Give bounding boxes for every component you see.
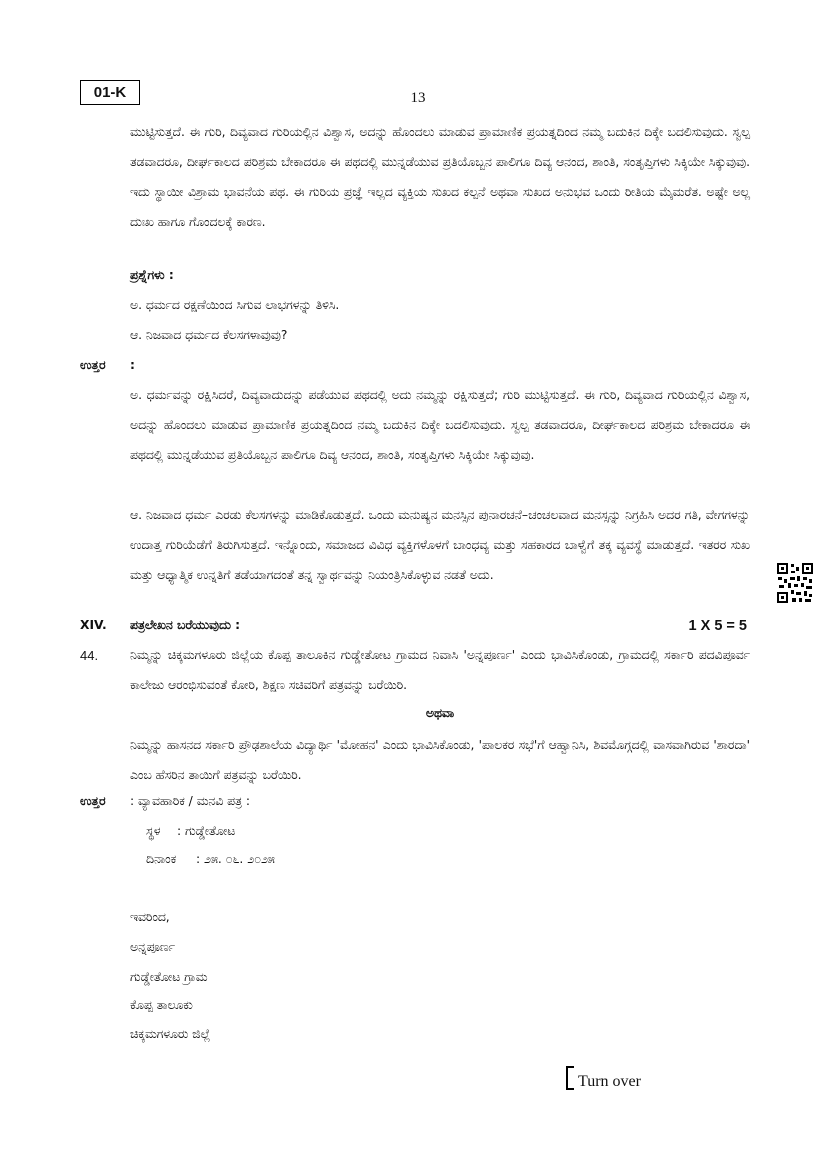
turn-over-note — [566, 1066, 641, 1091]
answer-a: ಅ. ಧರ್ಮವನ್ನು ರಕ್ಷಿಸಿದರೆ, ದಿವ್ಯವಾದುದನ್ನು ಪಡೆಯುವ ಪಥದಲ್ಲಿ ಅದು ನಮ್ಮನ್ನು ರಕ್ಷಿಸುತ್ತದೆ; ಗುರಿ ಮುಟ್ಟಿಸುತ್ತದೆ. ಈ ಗುರಿ, ದಿವ್ಯವಾದ ಗುರಿಯಲ್ಲಿನ ವಿಶ್ವಾಸ, ಅದನ್ನು ಹೊಂದಲು ಮಾಡುವ ಪ್ರಾಮಾಣಿಕ ಪ್ರಯತ್ನದಿಂದ ನಮ್ಮ ಬದುಕಿನ ದಿಕ್ಕೇ ಬದಲಿಸುವುದು. ಸ್ವಲ್ಪ ತಡವಾದರೂ, ದೀರ್ಘಕಾಲದ ಪರಿಶ್ರಮ ಬೇಕಾದರೂ ಈ ಪಥದಲ್ಲಿ ಮುನ್ನಡೆಯುವ ಪ್ರತಿಯೊಬ್ಬನ ಪಾಲಿಗೂ ದಿವ್ಯ ಆನಂದ, ಶಾಂತಿ, ಸಂತೃಪ್ತಿಗಳು ಸಿಕ್ಕಿಯೇ ಸಿಕ್ಕುವುವು. — [130, 388, 750, 462]
answer-b: ಆ. ನಿಜವಾದ ಧರ್ಮ ಎರಡು ಕೆಲಸಗಳನ್ನು ಮಾಡಿಕೊಡುತ್ತದೆ. ಒಂದು ಮನುಷ್ಯನ ಮನಸ್ಸಿನ ಪುನಾರಚನೆ–ಚಂಚಲವಾದ ಮನಸ್ಸನ್ನು ನಿಗ್ರಹಿಸಿ ಅದರ ಗತಿ, ವೇಗಗಳನ್ನು ಉದಾತ್ತ ಗುರಿಯೆಡೆಗೆ ತಿರುಗಿಸುತ್ತದೆ. ಇನ್ನೊಂದು, ಸಮಾಜದ ವಿವಿಧ ವ್ಯಕ್ತಿಗಳೊಳಗೆ ಬಾಂಧವ್ಯ ಮತ್ತು ಸಹಕಾರದ ಬಾಳ್ವೆಗೆ ತಕ್ಕ ವ್ಯವಸ್ಥೆ ಮಾಡುತ್ತದೆ. ಇತರರ ಸುಖ ಮತ್ತು ಆಧ್ಯಾತ್ಮಿಕ ಉನ್ನತಿಗೆ ತಡೆಯಾಗದಂತೆ ತನ್ನ ಸ್ವಾರ್ಥವನ್ನು ನಿಯಂತ್ರಿಸಿಕೊಳ್ಳುವ ನಡತೆ ಅದು. — [130, 508, 750, 582]
date-value: : ೨೫. ೦೬. ೨೦೨೫ — [196, 852, 275, 866]
sender-line: ಗುಡ್ಡೇತೋಟ ಗ್ರಾಮ — [130, 970, 208, 984]
sender-line: ಕೊಪ್ಪ ತಾಲೂಕು — [130, 998, 193, 1012]
paper-code-box: 01-K — [80, 80, 140, 105]
question-number: 44. — [80, 648, 99, 663]
section-title: ಪತ್ರಲೇಖನ ಬರೆಯುವುದು : — [130, 618, 241, 632]
questions-heading: ಪ್ರಶ್ನೆಗಳು : — [130, 268, 174, 282]
answer-2-label: ಉತ್ತರ — [80, 794, 106, 808]
section-number: XIV. — [80, 618, 107, 632]
answer-colon: : — [130, 358, 135, 372]
sender-line: ಇವರಿಂದ, — [130, 910, 170, 924]
question-a: ಅ. ಧರ್ಮದ ರಕ್ಷಣೆಯಿಂದ ಸಿಗುವ ಲಾಭಗಳನ್ನು ತಿಳಿಸಿ. — [130, 298, 340, 312]
sender-line: ಚಿಕ್ಕಮಗಳೂರು ಜಿಲ್ಲೆ — [130, 1027, 211, 1041]
letter-type: : ವ್ಯಾವಹಾರಿಕ / ಮನವಿ ಪತ್ರ : — [130, 794, 251, 808]
page-number: 13 — [410, 90, 426, 106]
date-label: ದಿನಾಂಕ — [146, 852, 177, 866]
bracket-mark — [566, 1066, 574, 1090]
or-separator: ಅಥವಾ — [425, 706, 455, 720]
turn-over-text: Turn over — [578, 1073, 641, 1090]
section-marks: 1 X 5 = 5 — [688, 618, 747, 634]
passage-continuation: ಮುಟ್ಟಿಸುತ್ತದೆ. ಈ ಗುರಿ, ದಿವ್ಯವಾದ ಗುರಿಯಲ್ಲಿನ ವಿಶ್ವಾಸ, ಅದನ್ನು ಹೊಂದಲು ಮಾಡುವ ಪ್ರಾಮಾಣಿಕ ಪ್ರಯತ್ನದಿಂದ ನಮ್ಮ ಬದುಕಿನ ದಿಕ್ಕೇ ಬದಲಿಸುವುದು. ಸ್ವಲ್ಪ ತಡವಾದರೂ, ದೀರ್ಘಕಾಲದ ಪರಿಶ್ರಮ ಬೇಕಾದರೂ ಈ ಪಥದಲ್ಲಿ ಮುನ್ನಡೆಯುವ ಪ್ರತಿಯೊಬ್ಬನ ಪಾಲಿಗೂ ದಿವ್ಯ ಆನಂದ, ಶಾಂತಿ, ಸಂತೃಪ್ತಿಗಳು ಸಿಕ್ಕಿಯೇ ಸಿಕ್ಕುವುವು. ಇದು ಸ್ಥಾಯೀ ವಿಶ್ರಾಮ ಭಾವನೆಯ ಪಥ. ಈ ಗುರಿಯ ಪ್ರಜ್ಞೆ ಇಲ್ಲದ ವ್ಯಕ್ತಿಯ ಸುಖದ ಕಲ್ಪನೆ ಅಥವಾ ಸುಖದ ಅನುಭವ ಒಂದು ರೀತಿಯ ಮೈಮರೆತ. ಅಷ್ಟೇ ಅಲ್ಲ ದುಃಖ ಹಾಗೂ ಗೊಂದಲಕ್ಕೆ ಕಾರಣ. — [130, 125, 750, 229]
qr-code-icon — [776, 562, 814, 604]
sender-line: ಅನ್ನಪೂರ್ಣ — [130, 940, 175, 954]
answer-label: ಉತ್ತರ — [80, 358, 106, 372]
question-44-option-2: ನಿಮ್ಮನ್ನು ಹಾಸನದ ಸರ್ಕಾರಿ ಪ್ರೌಢಶಾಲೆಯ ವಿದ್ಯಾರ್ಥಿ 'ಮೋಹನ' ಎಂದು ಭಾವಿಸಿಕೊಂಡು, 'ಪಾಲಕರ ಸಭೆ'ಗೆ ಆಹ್ವಾನಿಸಿ, ಶಿವಮೊಗ್ಗದಲ್ಲಿ ವಾಸವಾಗಿರುವ 'ಶಾರದಾ' ಎಂಬ ಹೆಸರಿನ ತಾಯಿಗೆ ಪತ್ರವನ್ನು ಬರೆಯಿರಿ. — [130, 738, 750, 782]
question-44-option-1: ನಿಮ್ಮನ್ನು ಚಿಕ್ಕಮಗಳೂರು ಜಿಲ್ಲೆಯ ಕೊಪ್ಪ ತಾಲೂಕಿನ ಗುಡ್ಡೇತೋಟ ಗ್ರಾಮದ ನಿವಾಸಿ 'ಅನ್ನಪೂರ್ಣ' ಎಂದು ಭಾವಿಸಿಕೊಂಡು, ಗ್ರಾಮದಲ್ಲಿ ಸರ್ಕಾರಿ ಪದವಿಪೂರ್ವ ಕಾಲೇಜು ಆರಂಭಿಸುವಂತೆ ಕೋರಿ, ಶಿಕ್ಷಣ ಸಚಿವರಿಗೆ ಪತ್ರವನ್ನು ಬರೆಯಿರಿ. — [130, 648, 750, 692]
place-value: : ಗುಡ್ಡೇತೋಟ — [177, 824, 236, 838]
place-label: ಸ್ಥಳ — [146, 824, 161, 838]
question-b: ಆ. ನಿಜವಾದ ಧರ್ಮದ ಕೆಲಸಗಳಾವುವು? — [130, 328, 288, 342]
